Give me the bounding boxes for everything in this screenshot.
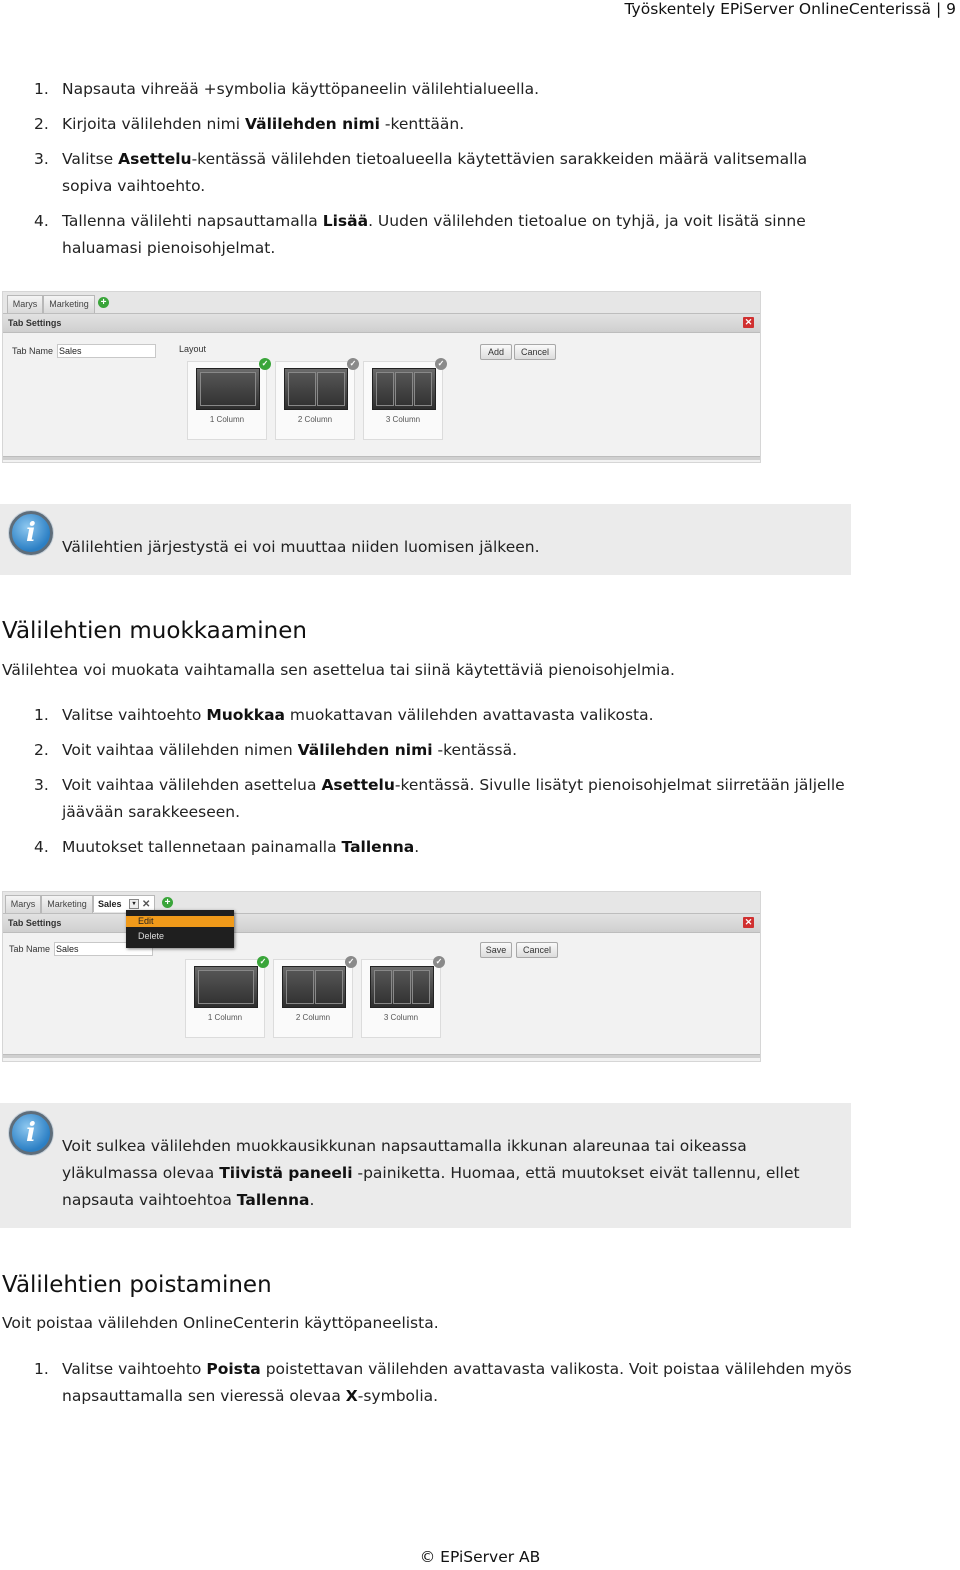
step-text: Voit vaihtaa välilehden asettelua Asettelu-kentässä. Sivulle lisätyt pienoisohjelmat siirretään jäljelle jäävään sarakkeeseen. [62,776,845,821]
info-note [0,504,851,575]
layout-option-3-column[interactable] [361,959,441,1038]
tab-marys[interactable]: Marys [5,895,41,913]
step-number: 1. [34,80,49,98]
section-heading: Välilehtien muokkaaminen [2,618,307,644]
step-text: Napsauta vihreää +symbolia käyttöpaneelin välilehtialueella. [62,80,540,98]
step-text: Valitse vaihtoehto Poista poistettavan välilehden avattavasta valikosta. Voit poistaa välilehden myös napsauttamalla sen vieressä olevaa X-symbolia. [62,1360,852,1405]
section-heading: Välilehtien poistaminen [2,1272,272,1298]
tab-settings-bar [3,313,760,333]
tab-name-input[interactable]: Sales [57,344,156,358]
save-button[interactable]: Save [480,942,512,958]
layout-option-2-column[interactable] [273,959,353,1038]
check-icon: ✓ [433,956,445,968]
collapse-handle[interactable] [3,456,760,460]
step-number: 4. [34,212,49,230]
step-text: Tallenna välilehti napsauttamalla Lisää. Uuden välilehden tietoalue on tyhjä, ja voit lisätä sinne haluamasi pienoisohjelmat. [62,212,806,257]
info-note [0,1103,851,1228]
layout-option-label: 2 Column [295,1013,331,1022]
layout-preview [282,966,346,1008]
layout-option-label: 1 Column [209,415,245,424]
layout-preview [370,966,434,1008]
layout-option-1-column[interactable] [185,959,265,1038]
layout-option-1-column[interactable] [187,361,267,440]
tab-edit-screenshot [2,891,761,1062]
check-icon: ✓ [435,358,447,370]
check-icon: ✓ [347,358,359,370]
step-text: Voit vaihtaa välilehden nimen Välilehden nimi -kentässä. [62,741,518,759]
tab-name-label: Tab Name [9,944,51,954]
tab-strip [3,892,760,913]
info-icon: i [9,511,53,555]
step-number: 1. [34,1360,49,1378]
selected-check-icon: ✓ [259,358,271,370]
step-number: 3. [34,776,49,794]
collapse-panel-icon[interactable]: ✕ [744,917,753,927]
tab-marys[interactable]: Marys [7,295,43,313]
selected-check-icon: ✓ [257,956,269,968]
step-text: Kirjoita välilehden nimi Välilehden nimi -kenttään. [62,115,465,133]
tab-strip [3,292,760,313]
step-text: Valitse vaihtoehto Muokkaa muokattavan välilehden avattavasta valikosta. [62,706,654,724]
cancel-button[interactable]: Cancel [514,344,556,360]
layout-option-label: 3 Column [383,1013,419,1022]
layout-option-label: 2 Column [297,415,333,424]
tab-name-input[interactable]: Sales [54,942,153,956]
tab-settings-screenshot [2,291,761,463]
tab-marketing[interactable]: Marketing [41,895,93,913]
page-footer: © EPiServer AB [419,1548,541,1566]
layout-option-2-column[interactable] [275,361,355,440]
step-number: 2. [34,115,49,133]
menu-item-delete[interactable]: Delete [138,931,165,941]
layout-preview [372,368,436,410]
step-number: 3. [34,150,49,168]
layout-preview [284,368,348,410]
add-tab-icon[interactable]: + [162,897,173,908]
layout-option-3-column[interactable] [363,361,443,440]
step-text: Valitse Asettelu-kentässä välilehden tietoalueella käytettävien sarakkeiden määrä valitsemalla sopiva vaihtoehto. [62,150,808,195]
note-text: Voit sulkea välilehden muokkausikkunan napsauttamalla ikkunan alareunaa tai oikeassa yläkulmassa olevaa Tiivistä paneeli -painiketta. Huomaa, että muutokset eivät tallennu, ellet napsauta vaihtoehtoa Tallenna. [62,1137,800,1209]
tab-name-label: Tab Name [12,346,54,356]
menu-item-edit[interactable]: Edit [126,916,234,927]
tab-settings-title: Tab Settings [8,918,62,928]
layout-label: Layout [179,344,207,354]
layout-option-label: 1 Column [207,1013,243,1022]
collapse-panel-icon[interactable]: ✕ [744,317,753,327]
tab-marketing[interactable]: Marketing [43,295,95,313]
dropdown-icon[interactable]: ▾ [129,899,139,909]
cancel-button[interactable]: Cancel [516,942,558,958]
collapse-handle[interactable] [3,1054,760,1058]
tab-sales-label: Sales [98,899,122,909]
layout-preview [194,966,258,1008]
page-header: Työskentely EPiServer OnlineCenterissä | 9 [624,0,956,18]
check-icon: ✓ [345,956,357,968]
add-button[interactable]: Add [480,344,512,360]
tab-settings-title: Tab Settings [8,318,62,328]
section-intro: Välilehtea voi muokata vaihtamalla sen asettelua tai siinä käytettäviä pienoisohjelmia. [2,661,675,679]
note-text: Välilehtien järjestystä ei voi muuttaa niiden luomisen jälkeen. [62,538,540,556]
step-text: Muutokset tallennetaan painamalla Tallenna. [62,838,420,856]
layout-preview [196,368,260,410]
step-number: 4. [34,838,49,856]
info-icon: i [9,1111,53,1155]
step-number: 2. [34,741,49,759]
add-tab-icon[interactable]: + [98,297,109,308]
section-intro: Voit poistaa välilehden OnlineCenterin käyttöpaneelista. [2,1314,439,1332]
layout-option-label: 3 Column [385,415,421,424]
tab-context-menu [126,910,234,948]
close-tab-icon[interactable]: ✕ [142,899,151,910]
step-number: 1. [34,706,49,724]
tab-settings-bar [3,913,760,933]
